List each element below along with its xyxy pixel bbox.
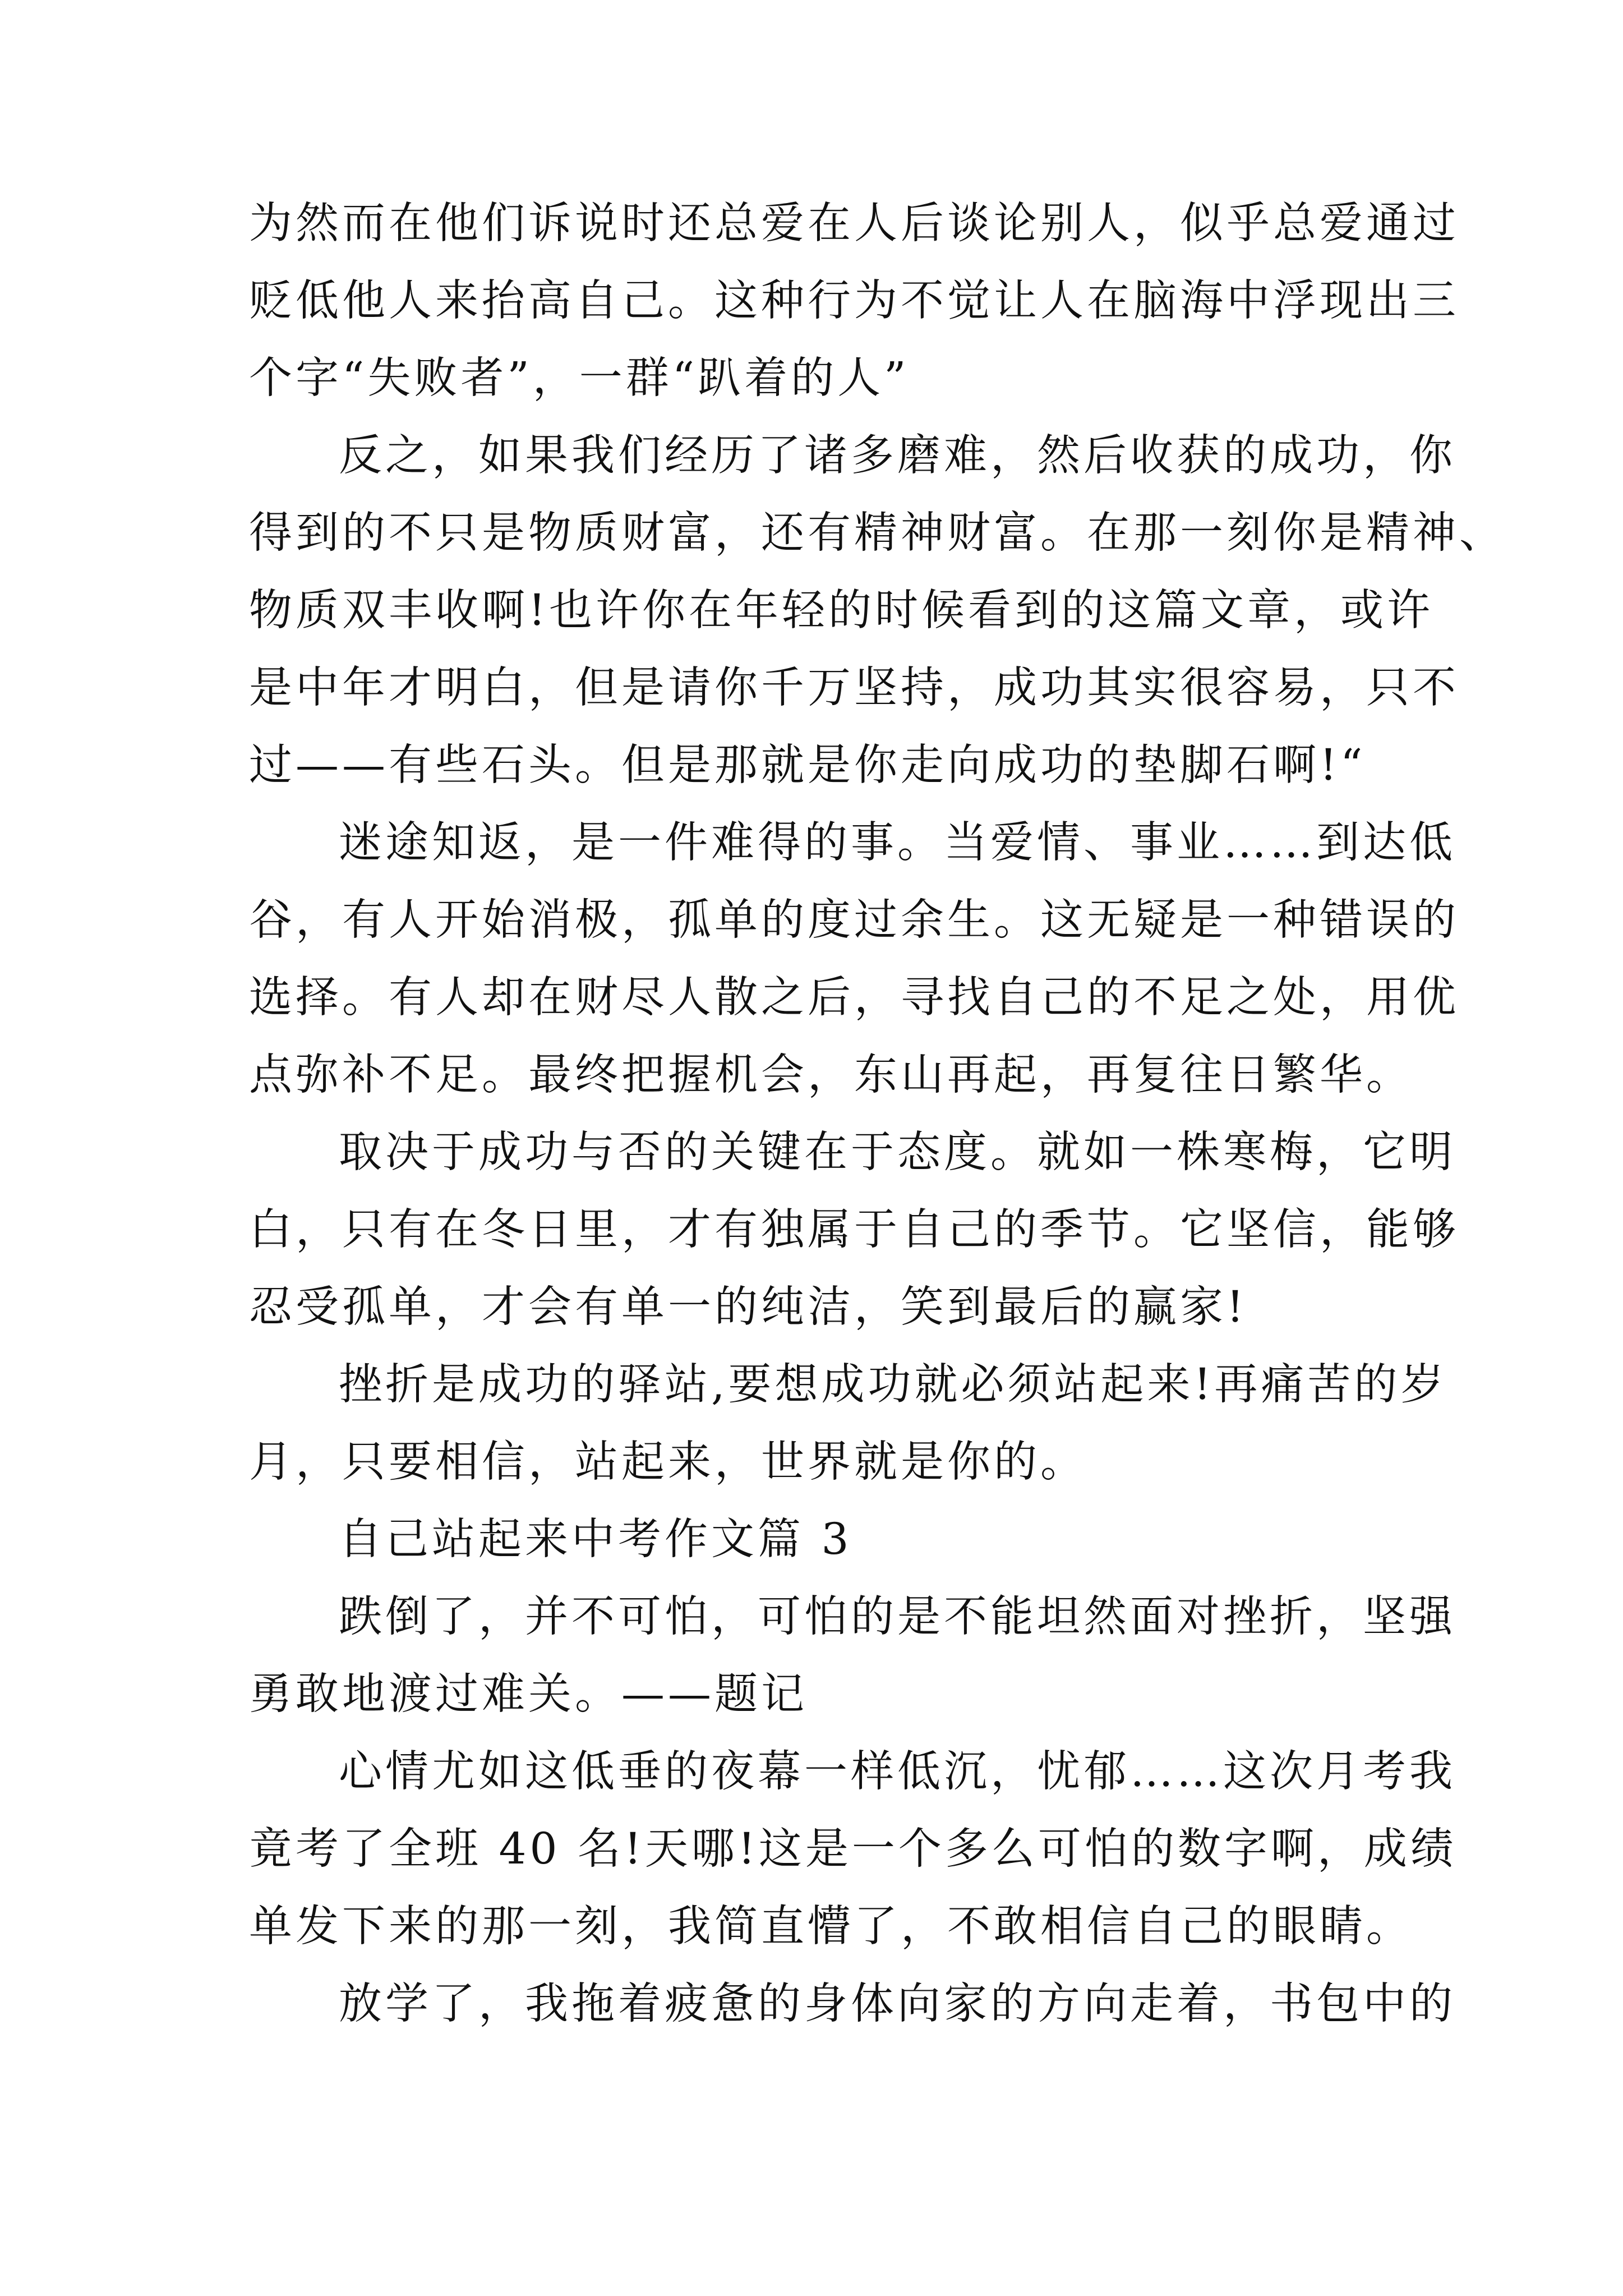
paragraph-start-line: 放学了，我拖着疲惫的身体向家的方向走着，书包中的 xyxy=(339,1979,1456,2029)
text-line: 白，只有在冬日里，才有独属于自己的季节。它坚信，能够 xyxy=(249,1205,1459,1255)
text-line: 谷，有人开始消极，孤单的度过余生。这无疑是一种错误的 xyxy=(249,895,1459,945)
paragraph-start-line: 挫折是成功的驿站,要想成功就必须站起来!再痛苦的岁 xyxy=(339,1360,1447,1410)
section-heading: 自己站起来中考作文篇 3 xyxy=(339,1515,852,1565)
text-line: 贬低他人来抬高自己。这种行为不觉让人在脑海中浮现出三 xyxy=(249,276,1459,326)
text-line: 是中年才明白，但是请你千万坚持，成功其实很容易，只不 xyxy=(249,663,1459,713)
text-line: 单发下来的那一刻，我简直懵了，不敢相信自己的眼睛。 xyxy=(249,1902,1413,1952)
text-line: 月，只要相信，站起来，世界就是你的。 xyxy=(249,1437,1087,1487)
paragraph-start-line: 跌倒了，并不可怕，可怕的是不能坦然面对挫折，坚强 xyxy=(339,1592,1456,1642)
text-line: 个字“失败者”，一群“趴着的人” xyxy=(249,353,910,403)
text-line: 为然而在他们诉说时还总爱在人后谈论别人，似乎总爱通过 xyxy=(249,199,1459,249)
paragraph-start-line: 心情尤如这低垂的夜幕一样低沉，忧郁……这次月考我 xyxy=(339,1747,1456,1797)
text-line: 点弥补不足。最终把握机会，东山再起，再复往日繁华。 xyxy=(249,1050,1413,1100)
text-line: 勇敢地渡过难关。——题记 xyxy=(249,1669,808,1719)
text-line: 竟考了全班 40 名!天哪!这是一个多么可怕的数字啊，成绩 xyxy=(249,1824,1457,1874)
body-text xyxy=(249,185,1506,2043)
text-line: 忍受孤单，才会有单一的纯洁，笑到最后的赢家! xyxy=(249,1282,1247,1332)
text-line: 得到的不只是物质财富，还有精神财富。在那一刻你是精神、 xyxy=(249,508,1506,558)
text-line: 选择。有人却在财尽人散之后，寻找自己的不足之处，用优 xyxy=(249,973,1459,1023)
paragraph-start-line: 取决于成功与否的关键在于态度。就如一株寒梅，它明 xyxy=(339,1128,1456,1177)
text-line: 物质双丰收啊!也许你在年轻的时候看到的这篇文章，或许 xyxy=(249,586,1433,636)
paragraph-start-line: 反之，如果我们经历了诸多磨难，然后收获的成功，你 xyxy=(339,431,1456,481)
paragraph-start-line: 迷途知返，是一件难得的事。当爱情、事业……到达低 xyxy=(339,818,1456,868)
text-line: 过——有些石头。但是那就是你走向成功的垫脚石啊!“ xyxy=(249,740,1366,790)
